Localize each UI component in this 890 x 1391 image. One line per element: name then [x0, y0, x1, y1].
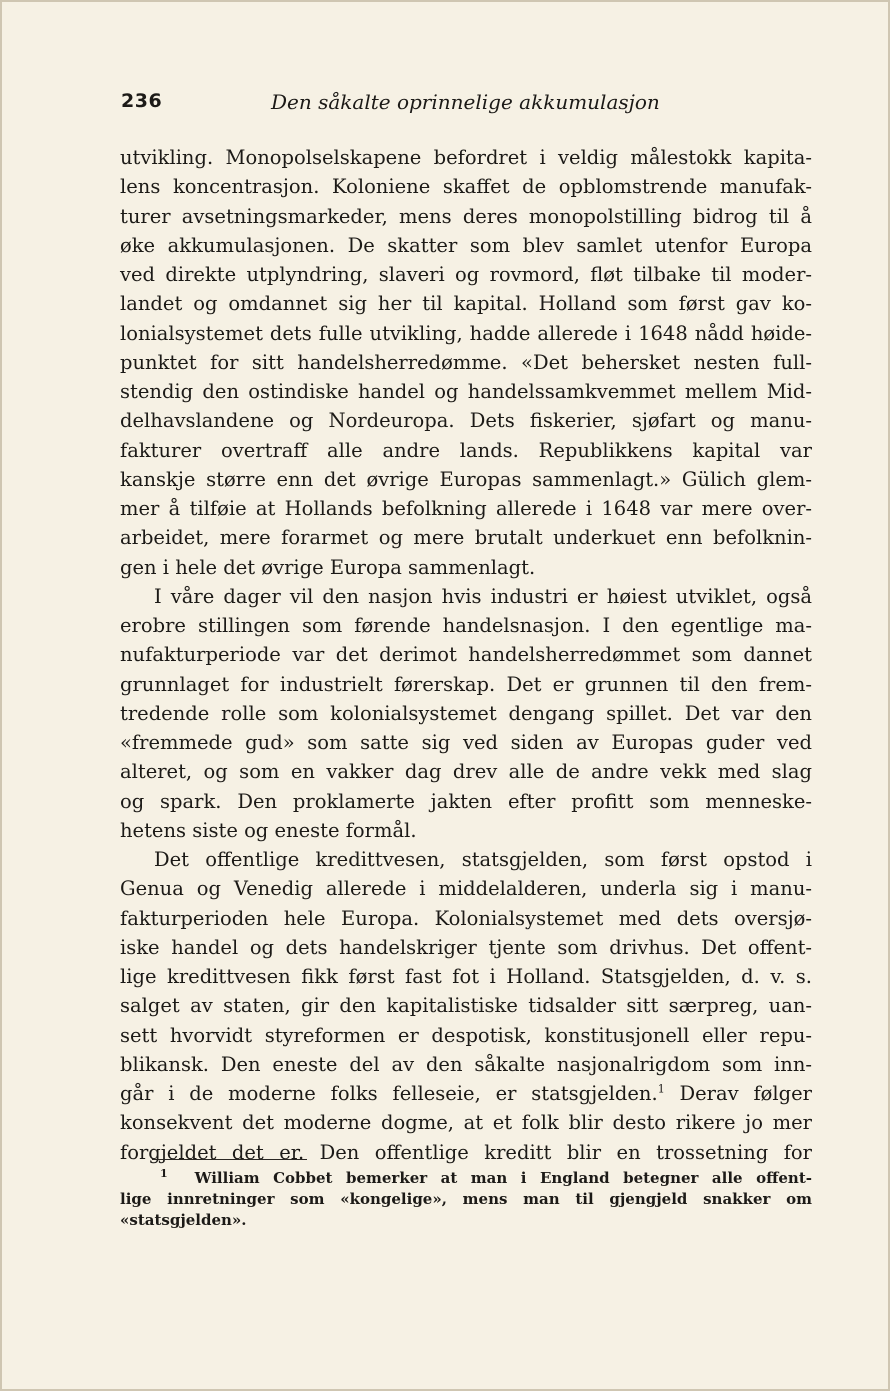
page-number: 236	[121, 90, 163, 112]
text-line: punktet for sitt handelsherredømme. «Det behersket nesten full-	[120, 350, 812, 374]
text-line: blikansk. Den eneste del av den såkalte nasjonalrigdom som inn-	[120, 1052, 812, 1076]
text-line: kanskje større enn det øvrige Europas sammenlagt.» Gülich glem-	[120, 467, 812, 491]
text-line: «fremmede gud» som satte sig ved siden av Europas guder ved	[120, 731, 812, 754]
text-line: ved direkte utplyndring, slaveri og rovmord, fløt tilbake til moder-	[120, 263, 812, 286]
footnote	[120, 1168, 812, 1231]
text-line: konsekvent det moderne dogme, at et folk blir desto rikere jo mer	[120, 1111, 812, 1135]
text-line: landet og omdannet sig her til kapital. Holland som først gav ko-	[120, 292, 812, 316]
text-line: forgjeldet det er. Den offentlige kreditt blir en trossetning for	[120, 1140, 812, 1164]
text-line: utvikling. Monopolselskapene befordret i veldig målestokk kapita-	[120, 146, 812, 169]
footnote-line	[120, 1168, 812, 1189]
text-line: fakturperioden hele Europa. Kolonialsystemet med dets oversjø-	[120, 906, 812, 930]
footnote-line: lige innretninger som «kongelige», mens man til gjengjeld snakker om	[120, 1190, 812, 1208]
text-line: I våre dager vil den nasjon hvis industri er høiest utviklet, også	[154, 584, 812, 608]
text-line: fakturer overtraff alle andre lands. Republikkens kapital var	[120, 438, 812, 462]
text-line: erobre stillingen som førende handelsnasjon. I den egentlige ma-	[120, 614, 812, 637]
text-fragment: går i de moderne folks felleseie, er statsgjelden.	[120, 1082, 658, 1105]
footnote-line: «statsgjelden».	[120, 1211, 247, 1229]
text-line: øke akkumulasjonen. De skatter som blev samlet utenfor Europa	[120, 233, 812, 257]
footnote-text: William Cobbet bemerker at man i England betegner alle offent-	[194, 1169, 812, 1187]
text-line: nufakturperiode var det derimot handelsherredømmet som dannet	[120, 643, 812, 667]
text-line: gen i hele det øvrige Europa sammenlagt.	[120, 555, 536, 579]
text-line-with-note	[120, 1079, 812, 1108]
text-line: Genua og Venedig allerede i middelalderen, underla sig i manu-	[120, 877, 812, 901]
footnote-divider	[152, 1159, 307, 1160]
text-line: salget av staten, gir den kapitalistiske tidsalder sitt særpreg, uan-	[120, 994, 812, 1018]
text-line: grunnlaget for industrielt førerskap. Det er grunnen til den frem-	[120, 672, 812, 696]
running-title: Den såkalte oprinnelige akkumulasjon	[271, 90, 660, 114]
text-line: alteret, og som en vakker dag drev alle de andre vekk med slag	[120, 760, 812, 784]
text-line: tredende rolle som kolonialsystemet dengang spillet. Det var den	[120, 701, 812, 725]
text-fragment: Derav følger	[664, 1082, 813, 1105]
text-line: lige kredittvesen fikk først fast fot i Holland. Statsgjelden, d. v. s.	[120, 965, 812, 988]
footnote-reference[interactable]: 1	[657, 1082, 665, 1096]
text-line: lens koncentrasjon. Koloniene skaffet de opblomstrende manufak-	[120, 175, 812, 199]
text-line: Det offentlige kredittvesen, statsgjelden, som først opstod i	[154, 848, 812, 871]
text-line: delhavslandene og Nordeuropa. Dets fiskerier, sjøfart og manu-	[120, 409, 812, 433]
text-line: arbeidet, mere forarmet og mere brutalt underkuet enn befolknin-	[120, 526, 812, 550]
text-line: mer å tilføie at Hollands befolkning allerede i 1648 var mere over-	[120, 497, 812, 520]
text-line: sett hvorvidt styreformen er despotisk, konstitusjonell eller repu-	[120, 1023, 812, 1047]
text-line: turer avsetningsmarkeder, mens deres monopolstilling bidrog til å	[120, 204, 812, 228]
body-text	[120, 143, 812, 1167]
footnote-mark: 1	[160, 1167, 168, 1180]
text-line: lonialsystemet dets fulle utvikling, hadde allerede i 1648 nådd høide-	[120, 321, 812, 345]
text-line: og spark. Den proklamerte jakten efter profitt som menneske-	[120, 789, 812, 813]
text-line: hetens siste og eneste formål.	[120, 818, 417, 842]
page-header	[121, 90, 811, 118]
text-line: iske handel og dets handelskriger tjente som drivhus. Det offent-	[120, 935, 812, 959]
text-line: stendig den ostindiske handel og handelssamkvemmet mellem Mid-	[120, 380, 812, 403]
